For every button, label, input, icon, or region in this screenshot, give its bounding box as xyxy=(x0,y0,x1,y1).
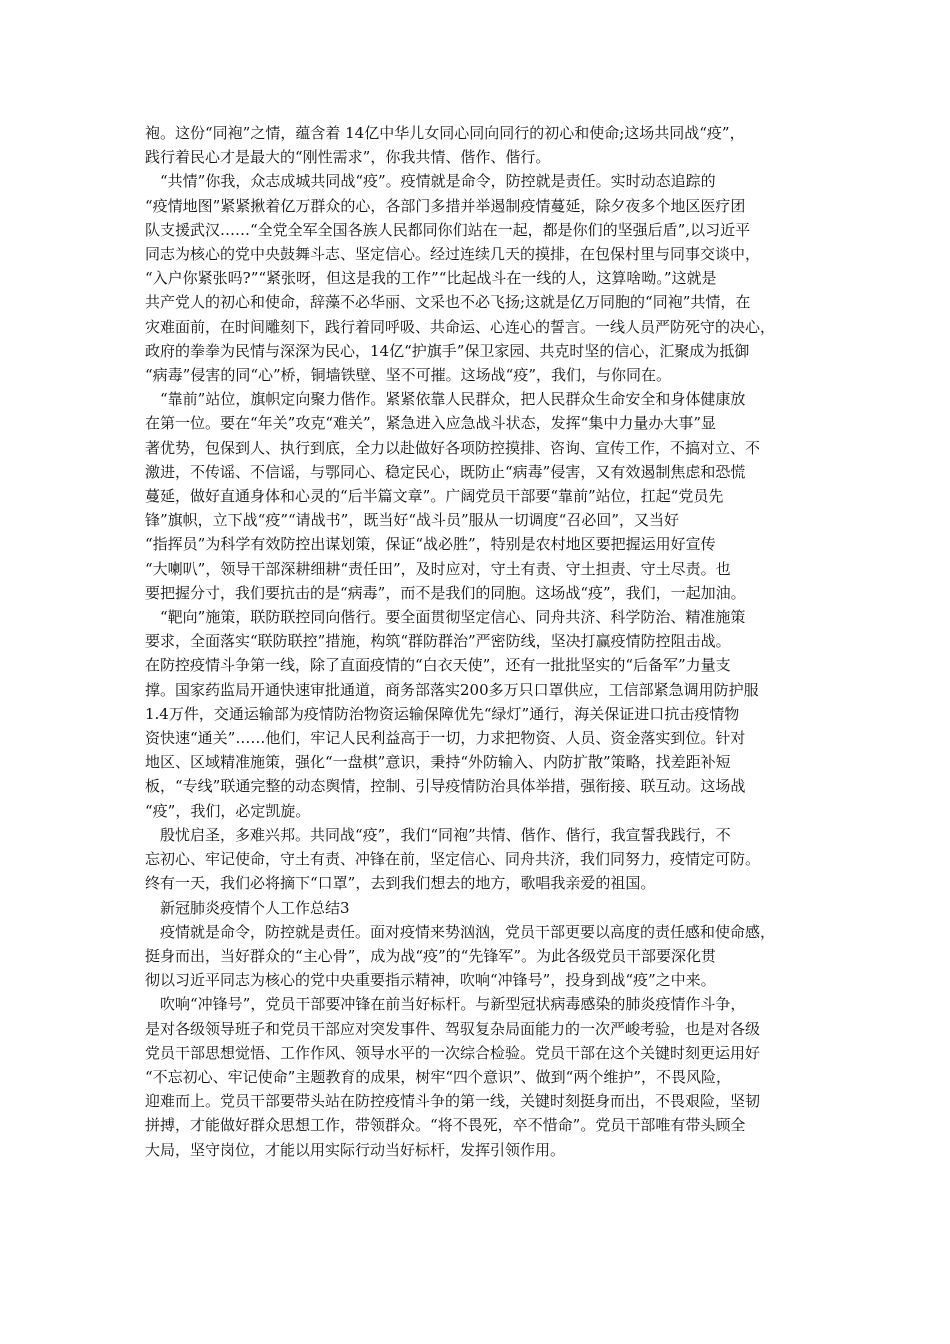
text-line: 蔓延，做好直通身体和心灵的“后半篇文章”。广阔党员干部要“靠前”站位，扛起“党员先 xyxy=(145,487,724,506)
text-line: 锋”旗帜，立下战“疫”“请战书”，既当好“战斗员”服从一切调度“召必回”，又当好 xyxy=(145,511,680,530)
text-line: 灾难面前，在时间雕刻下，践行着同呼吸、共命运、心连心的誓言。一线人员严防死守的决心， xyxy=(145,317,776,336)
text-line: “疫”，我们，必定凯旋。 xyxy=(145,801,311,820)
text-line: “入户你紧张吗?”“紧张呀，但这是我的工作”“比起战斗在一线的人，这算啥呦。”这就是 xyxy=(145,269,717,288)
text-line: 疫情就是命令，防控就是责任。面对疫情来势汹汹，党员干部更要以高度的责任感和使命感， xyxy=(160,922,776,941)
text-line: 终有一天，我们必将摘下“口罩”，去到我们想去的地方，歌唱我亲爱的祖国。 xyxy=(145,874,656,893)
text-line: 大局，坚守岗位，才能以用实际行动当好标杆，发挥引领作用。 xyxy=(145,1140,566,1159)
text-line: 迎难而上。党员干部要带头站在防控疫情斗争的第一线，关键时刻挺身而出，不畏艰险，坚韧 xyxy=(145,1092,761,1111)
text-line: 要把握分寸，我们要抗击的是“病毒”，而不是我们的同胞。这场战“疫”，我们，一起加油。 xyxy=(145,583,746,602)
text-line: 在第一位。要在“年关”攻克“难关”，紧急进入应急战斗状态，发挥“集中力量办大事”显 xyxy=(145,414,717,433)
text-line: “共情”你我，众志成城共同战“疫”。疫情就是命令，防控就是责任。实时动态追踪的 xyxy=(160,172,716,191)
text-line: 板，“专线”联通完整的动态舆情，控制、引导疫情防治具体举措，强衔接、联互动。这场战 xyxy=(145,777,746,796)
text-line: 袍。这份“同袍”之情，蕴含着 14亿中华儿女同心同向同行的初心和使命;这场共同战“疫”， xyxy=(145,124,745,142)
text-line: 践行着民心才是最大的“刚性需求”，你我共情、偕作、偕行。 xyxy=(145,148,551,167)
paragraph-forward-position xyxy=(145,387,807,605)
text-line: “不忘初心、牢记使命”主题教育的成果，树牢“四个意识”、做到“两个维护”，不畏风险， xyxy=(145,1067,732,1086)
text-line: 同志为核心的党中央鼓舞斗志、坚定信心。经过连续几天的摸排，在包保村里与同事交谈中， xyxy=(145,245,761,264)
text-line: 殷忧启圣，多难兴邦。共同战“疫”，我们“同袍”共情、偕作、偕行，我宣誓我践行，不 xyxy=(160,825,731,844)
text-line: 忘初心、牢记使命，守土有责、冲锋在前，坚定信心、同舟共济，我们同努力，疫情定可防。 xyxy=(145,850,761,869)
text-line: 著优势，包保到人、执行到底，全力以赴做好各项防控摸排、咨询、宣传工作，不搞对立、不 xyxy=(145,438,761,457)
section-heading xyxy=(145,896,807,920)
text-line: 1.4万件，交通运输部为疫情防治物资运输保障优先“绿灯”通行，海关保证进口抗击疫情物 xyxy=(145,704,740,723)
text-line: 拼搏，才能做好群众思想工作，带领群众。“将不畏死，卒不惜命”。党员干部唯有带头顾全 xyxy=(145,1116,746,1135)
paragraph-charge-bugle xyxy=(145,992,807,1161)
paragraph-continuation xyxy=(145,121,807,169)
text-line: 在防控疫情斗争第一线，除了直面疫情的“白衣天使”，还有一批批坚实的“后备军”力量支 xyxy=(145,656,731,675)
section-heading-text: 新冠肺炎疫情个人工作总结3 xyxy=(160,898,350,917)
paragraph-targeted-measures xyxy=(145,605,807,823)
text-line: 资快速“通关”……他们，牢记人民利益高于一切，力求把物资、人员、资金落实到位。针对 xyxy=(145,729,746,748)
paragraph-epidemic-is-order xyxy=(145,920,807,993)
text-line: 地区、区域精准施策，强化“一盘棋”意识，秉持“外防输入、内防扩散”策略，找差距补短 xyxy=(145,753,731,772)
text-line: 队支援武汉……“全党全军全国各族人民都同你们站在一起，都是你们的坚强后盾”,以习近平 xyxy=(145,220,751,239)
text-line: 吹响“冲锋号”，党员干部要冲锋在前当好标杆。与新型冠状病毒感染的肺炎疫情作斗争， xyxy=(160,995,746,1014)
text-line: 党员干部思想觉悟、工作作风、领导水平的一次综合检验。党员干部在这个关键时刻更运用好 xyxy=(145,1043,761,1062)
document-page xyxy=(145,121,807,1162)
text-line: “大喇叭”，领导干部深耕细耕“责任田”，及时应对，守土有责、守土担责、守土尽责。也 xyxy=(145,559,731,578)
text-line: 要求，全面落实“联防联控”措施，构筑“群防群治”严密防线，坚决打赢疫情防控阻击战。 xyxy=(145,632,731,651)
text-line: “疫情地图”紧紧揪着亿万群众的心，各部门多措并举遏制疫情蔓延，除夕夜多个地区医疗团 xyxy=(145,196,746,215)
text-line: 是对各级领导班子和党员干部应对突发事件、驾驭复杂局面能力的一次严峻考验，也是对各级 xyxy=(145,1019,761,1038)
text-line: “靠前”站位，旗帜定向聚力偕作。紧紧依靠人民群众，把人民群众生命安全和身体健康放 xyxy=(160,390,746,409)
text-line: 撑。国家药监局开通快速审批通道，商务部落实200多万只口罩供应，工信部紧急调用防护服 xyxy=(145,680,759,699)
paragraph-empathy xyxy=(145,169,807,387)
text-line: 激进，不传谣、不信谣，与鄂同心、稳定民心，既防止“病毒”侵害，又有效遏制焦虑和恐慌 xyxy=(145,462,746,481)
text-line: 共产党人的初心和使命，辞藻不必华丽、文采也不必飞扬;这就是亿万同胞的“同袍”共情，在 xyxy=(145,293,751,312)
text-line: “病毒”侵害的同“心”桥，铜墙铁壁、坚不可摧。这场战“疫”，我们，与你同在。 xyxy=(145,366,672,385)
text-line: 政府的拳拳为民情与深深为民心，14亿“护旗手”保卫家园、共克时坚的信心，汇聚成为抵御 xyxy=(145,341,750,360)
paragraph-conclusion xyxy=(145,823,807,896)
text-line: “靶向”施策，联防联控同向偕行。要全面贯彻坚定信心、同舟共济、科学防治、精准施策 xyxy=(160,608,746,627)
text-line: 挺身而出，当好群众的“主心骨”，成为战“疫”的“先锋军”。为此各级党员干部要深化贯 xyxy=(145,946,717,965)
text-line: “指挥员”为科学有效防控出谋划策，保证“战必胜”，特别是农村地区要把握运用好宣传 xyxy=(145,535,716,554)
text-line: 彻以习近平同志为核心的党中央重要指示精神，吹响“冲锋号”，投身到战“疫”之中来。 xyxy=(145,971,716,990)
